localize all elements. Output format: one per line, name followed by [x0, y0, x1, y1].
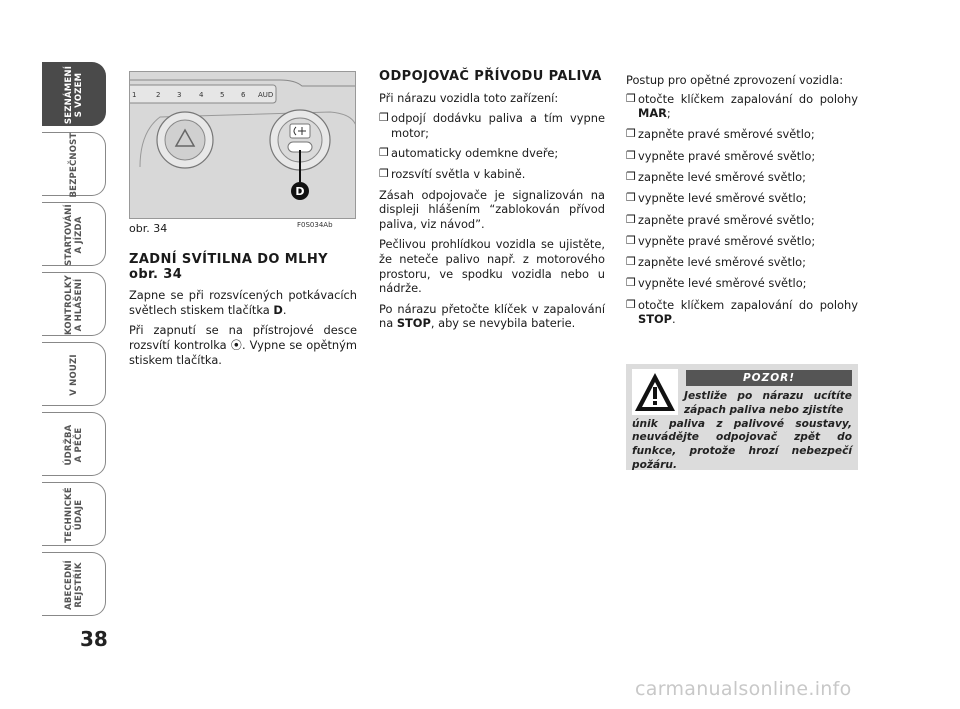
paragraph: Zapne se při rozsvícených potkávacích světlech stiskem tlačítka D.	[129, 288, 357, 317]
checkbox-bullet-icon: ❒	[626, 276, 636, 290]
paragraph: Zásah odpojovače je signalizován na displeji hlášením “zablokován přívod paliva, viz návod”.	[379, 187, 605, 231]
paragraph: Pečlivou prohlídkou vozidla se ujistěte, že neteče palivo např. z motorového prostoru, ve spodku vozidla nebo u nádrže.	[379, 237, 605, 296]
tab-kontrolky[interactable]	[42, 272, 106, 336]
checkbox-bullet-icon: ❒	[379, 111, 389, 125]
key-label: AUD	[258, 91, 274, 99]
section-heading: ODPOJOVAČ PŘÍVODU PALIVA	[379, 69, 602, 84]
tab-udrzba[interactable]	[42, 412, 106, 476]
key-label: 6	[241, 91, 246, 99]
paragraph: Postup pro opětné zprovození vozidla:	[626, 73, 844, 87]
paragraph: Po nárazu přetočte klíček v zapalování na STOP, aby se nevybila baterie.	[379, 301, 605, 331]
warning-box	[626, 364, 858, 470]
warning-text: Jestliže po nárazu ucítíte zápach paliva nebo zjistíte únik paliva z palivové soustavy, neuvádějte odpojovač zpět do funkce, protože hrozí nebezpečí požáru.	[632, 390, 852, 471]
figure-code: F0S034Ab	[297, 221, 333, 229]
figure-caption: obr. 34	[129, 222, 168, 235]
key-label: 5	[220, 91, 225, 99]
warning-title: POZOR!	[686, 370, 852, 386]
checkbox-bullet-icon: ❒	[626, 255, 636, 269]
tab-label: BEZPEČNOST	[69, 132, 79, 198]
list-item: ❒ automaticky odemkne dveře;	[379, 146, 559, 161]
callout-label: D	[295, 185, 305, 198]
section-fuel-cutoff	[379, 70, 605, 337]
watermark: carmanualsonline.info	[635, 678, 852, 700]
list-item: ❒ odpojí dodávku paliva a tím vypne motor;	[379, 111, 605, 140]
tab-label: ÚDRŽBA A PÉČE	[64, 424, 84, 466]
tab-label: KONTROLKY A HLÁŠENÍ	[64, 274, 84, 336]
checkbox-bullet-icon: ❒	[626, 91, 636, 105]
section-restart-procedure	[626, 73, 858, 334]
list-item: ❒ vypněte pravé směrové světlo;	[626, 148, 816, 163]
key-label: 3	[177, 91, 182, 99]
tab-label: TECHNICKÉ ÚDAJE	[64, 487, 84, 543]
tab-label: SEZNÁMENÍ S VOZEM	[64, 65, 84, 125]
paragraph: Při zapnutí se na přístrojové desce rozsvítí kontrolka ⦿. Vypne se opětným stiskem tlačítka.	[129, 323, 357, 367]
checkbox-bullet-icon: ❒	[626, 233, 636, 247]
dashboard-illustration	[130, 72, 356, 219]
key-row	[130, 85, 276, 103]
list-item: ❒ vypněte levé směrové světlo;	[626, 191, 807, 206]
list-item: ❒ zapněte levé směrové světlo;	[626, 170, 806, 185]
section-heading: ZADNÍ SVÍTILNA DO MLHY obr. 34	[129, 252, 328, 282]
checkbox-bullet-icon: ❒	[626, 191, 636, 205]
paragraph: Při nárazu vozidla toto zařízení:	[379, 90, 559, 105]
key-label: 2	[156, 91, 161, 99]
checkbox-bullet-icon: ❒	[379, 166, 389, 180]
tab-abecedni-rejstrik[interactable]	[42, 552, 106, 616]
figure-fog-light-switch	[129, 71, 356, 219]
hazard-button	[157, 112, 213, 168]
section-rear-fog-light	[129, 253, 357, 373]
list-item: ❒ vypněte levé směrové světlo;	[626, 276, 807, 291]
checkbox-bullet-icon: ❒	[626, 170, 636, 184]
tab-label: V NOUZI	[69, 354, 79, 396]
list-item: ❒ zapněte levé směrové světlo;	[626, 255, 806, 270]
checkbox-bullet-icon: ❒	[626, 148, 636, 162]
tab-bezpecnost[interactable]	[42, 132, 106, 196]
page-number: 38	[80, 627, 108, 651]
checkbox-bullet-icon: ❒	[626, 212, 636, 226]
key-label: 4	[199, 91, 204, 99]
tab-label: STARTOVÁNÍ A JÍZDA	[64, 204, 84, 266]
list-item: ❒ zapněte pravé směrové světlo;	[626, 127, 815, 142]
checkbox-bullet-icon: ❒	[626, 297, 636, 311]
tab-technicke-udaje[interactable]	[42, 482, 106, 546]
list-item: ❒ zapněte pravé směrové světlo;	[626, 212, 815, 227]
tab-label: ABECEDNÍ REJSTŘÍK	[64, 560, 84, 610]
list-item: ❒ rozsvítí světla v kabině.	[379, 166, 526, 181]
tab-startovani[interactable]	[42, 202, 106, 266]
tab-seznameni[interactable]	[42, 62, 106, 126]
checkbox-bullet-icon: ❒	[379, 146, 389, 160]
list-item: ❒ vypněte pravé směrové světlo;	[626, 233, 816, 248]
checkbox-bullet-icon: ❒	[626, 127, 636, 141]
list-item: ❒ otočte klíčkem zapalování do polohy MAR;	[626, 91, 858, 121]
tab-v-nouzi[interactable]	[42, 342, 106, 406]
list-item: ❒ otočte klíčkem zapalování do polohy STOP.	[626, 297, 858, 327]
key-label: 1	[132, 91, 137, 99]
